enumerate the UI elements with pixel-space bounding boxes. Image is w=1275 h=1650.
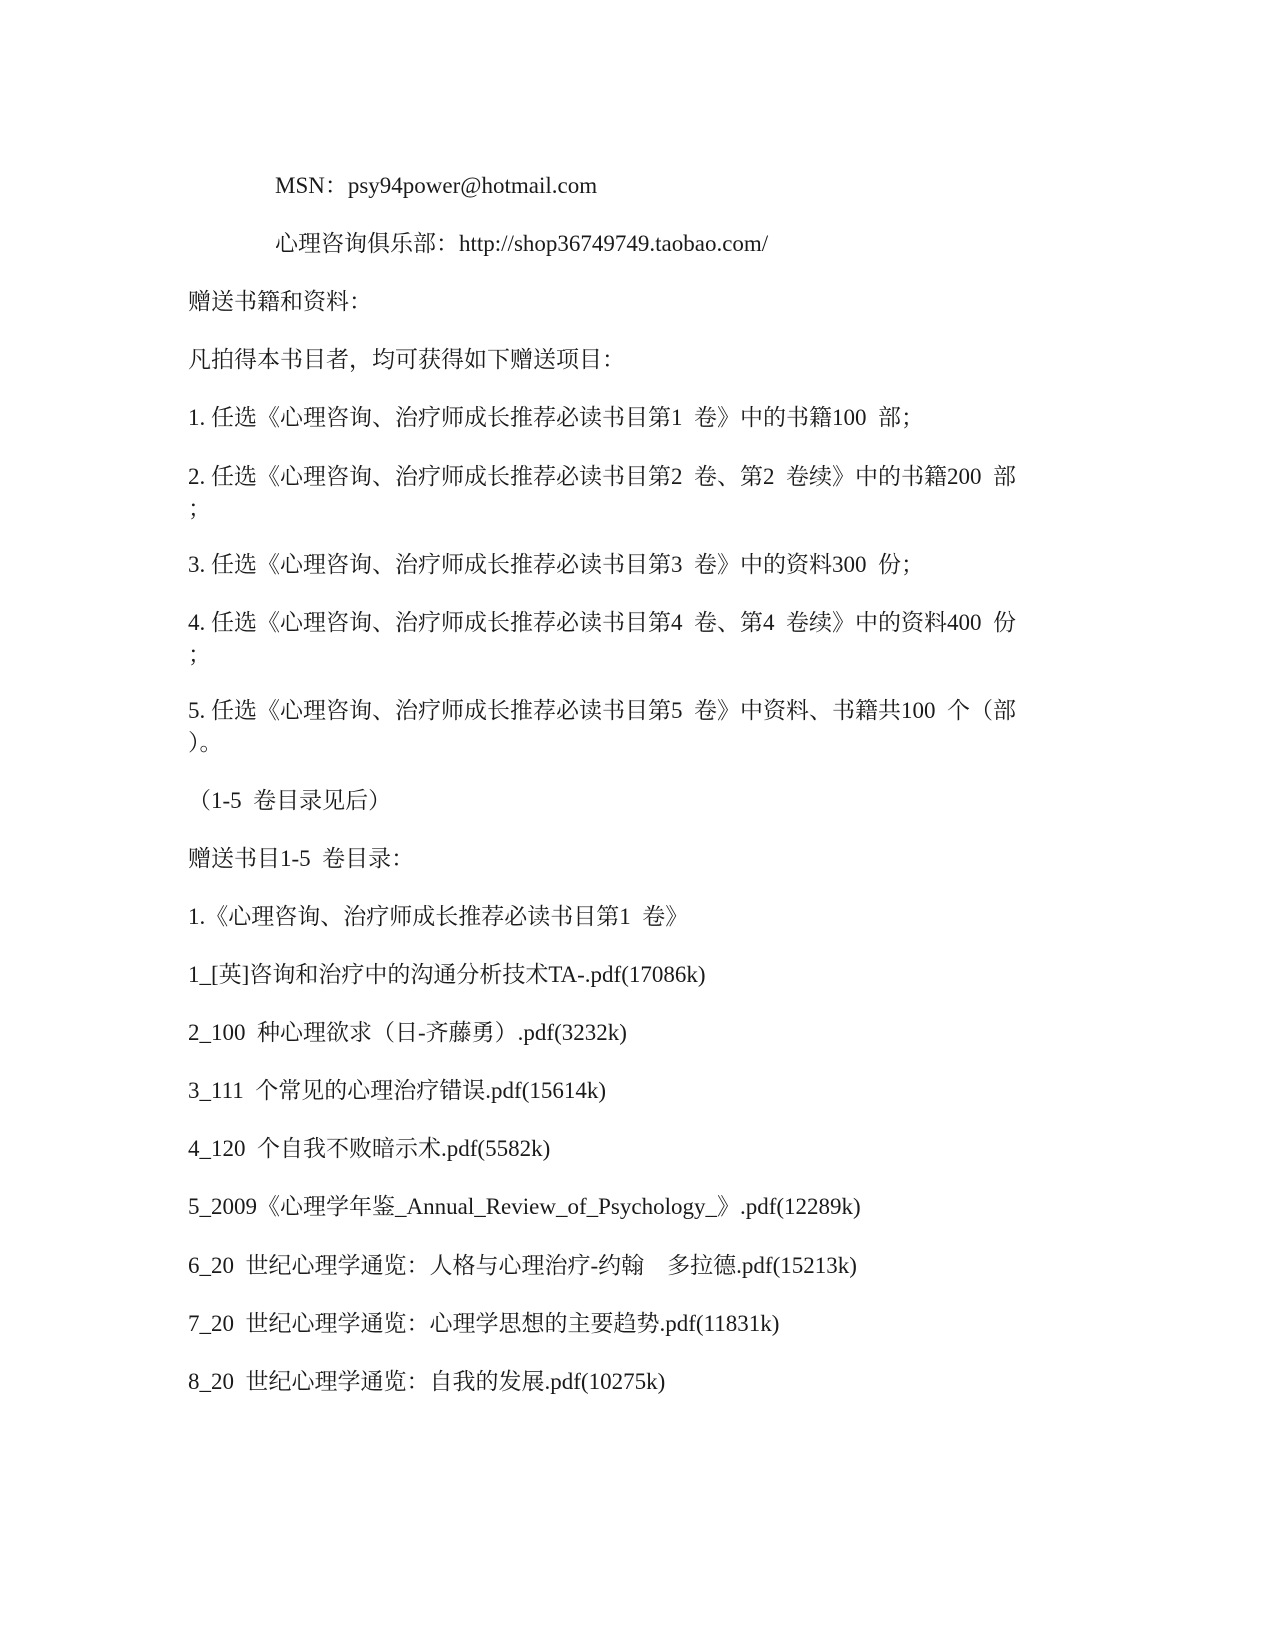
catalog-file: 3_111 个常见的心理治疗错误.pdf(15614k)	[188, 1078, 607, 1103]
gift-item: 2. 任选《心理咨询、治疗师成长推荐必读书目第2 卷、第2 卷续》中的书籍200 部 ；	[188, 464, 1016, 521]
msn-contact: MSN：psy94power@hotmail.com	[275, 173, 598, 198]
catalog-file: 5_2009《心理学年鉴_Annual_Review_of_Psychology_》.pdf(12289k)	[188, 1194, 861, 1219]
catalog-file: 6_20 世纪心理学通览：人格与心理治疗-约翰 多拉德.pdf(15213k)	[188, 1253, 857, 1278]
catalog-heading: 赠送书目1-5 卷目录：	[188, 846, 415, 871]
club-link: 心理咨询俱乐部：http://shop36749749.taobao.com/	[275, 231, 769, 256]
volume-title: 1.《心理咨询、治疗师成长推荐必读书目第1 卷》	[188, 904, 689, 929]
catalog-file: 1_[英]咨询和治疗中的沟通分析技术TA-.pdf(17086k)	[188, 962, 706, 987]
catalog-file: 7_20 世纪心理学通览：心理学思想的主要趋势.pdf(11831k)	[188, 1311, 780, 1336]
gift-heading: 赠送书籍和资料：	[188, 289, 372, 314]
catalog-file: 2_100 种心理欲求（日-齐藤勇）.pdf(3232k)	[188, 1020, 627, 1045]
gift-item: 4. 任选《心理咨询、治疗师成长推荐必读书目第4 卷、第4 卷续》中的资料400 份 ；	[188, 610, 1016, 667]
catalog-file: 4_120 个自我不败暗示术.pdf(5582k)	[188, 1136, 551, 1161]
gift-note: （1-5 卷目录见后）	[188, 788, 392, 813]
gift-item: 1. 任选《心理咨询、治疗师成长推荐必读书目第1 卷》中的书籍100 部；	[188, 405, 924, 430]
gift-item: 3. 任选《心理咨询、治疗师成长推荐必读书目第3 卷》中的资料300 份；	[188, 552, 924, 577]
gift-intro: 凡拍得本书目者，均可获得如下赠送项目：	[188, 347, 625, 372]
catalog-file: 8_20 世纪心理学通览：自我的发展.pdf(10275k)	[188, 1369, 666, 1394]
gift-item: 5. 任选《心理咨询、治疗师成长推荐必读书目第5 卷》中资料、书籍共100 个（部 ）。	[188, 698, 1016, 755]
